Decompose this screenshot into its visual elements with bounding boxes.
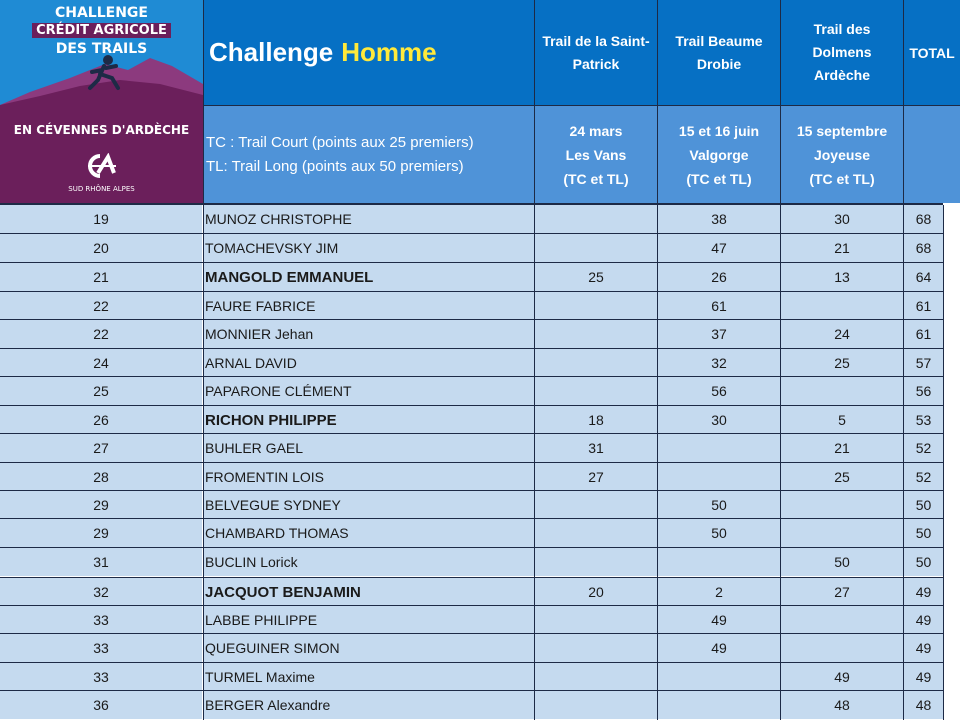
divider bbox=[534, 0, 535, 203]
trail-dolmens-points: 27 bbox=[781, 578, 903, 606]
trail-saint-patrick-points bbox=[535, 349, 657, 377]
divider bbox=[0, 633, 943, 634]
trail-dolmens-points: 25 bbox=[781, 349, 903, 377]
name-cell: BUHLER GAEL bbox=[203, 434, 534, 462]
trail-saint-patrick-points bbox=[535, 548, 657, 576]
trail-beaume-drobie-points bbox=[658, 463, 780, 491]
trail-beaume-drobie-points: 49 bbox=[658, 606, 780, 634]
race-place: Valgorge bbox=[689, 146, 749, 163]
trail-dolmens-points: 49 bbox=[781, 663, 903, 691]
total-points: 49 bbox=[904, 606, 943, 634]
challenge-logo bbox=[0, 0, 203, 105]
trail-saint-patrick-points: 18 bbox=[535, 406, 657, 434]
trail-beaume-drobie-points: 38 bbox=[658, 205, 780, 233]
trail-dolmens-points: 25 bbox=[781, 463, 903, 491]
table-row bbox=[0, 292, 943, 320]
trail-beaume-drobie-points: 2 bbox=[658, 578, 780, 606]
divider bbox=[0, 577, 943, 578]
table-row bbox=[0, 606, 943, 634]
total-points: 61 bbox=[904, 292, 943, 320]
total-points: 61 bbox=[904, 320, 943, 348]
trail-dolmens-points: 24 bbox=[781, 320, 903, 348]
divider bbox=[903, 0, 904, 203]
trail-dolmens-points: 30 bbox=[781, 205, 903, 233]
divider bbox=[0, 233, 943, 234]
column-name-line: Patrick bbox=[572, 55, 620, 72]
column-name-line: Trail Beaume bbox=[675, 32, 763, 49]
name-cell: PAPARONE CLÉMENT bbox=[203, 377, 534, 405]
trail-saint-patrick-points bbox=[535, 205, 657, 233]
trail-beaume-drobie-points: 50 bbox=[658, 491, 780, 519]
name-cell: MANGOLD EMMANUEL bbox=[203, 263, 534, 291]
page-title bbox=[204, 0, 534, 105]
table-row bbox=[0, 205, 943, 233]
title-accent: Homme bbox=[341, 37, 437, 67]
trail-saint-patrick-points bbox=[535, 491, 657, 519]
name-cell: LABBE PHILIPPE bbox=[203, 606, 534, 634]
divider bbox=[0, 433, 943, 434]
divider bbox=[943, 205, 944, 720]
trail-dolmens-points: 48 bbox=[781, 691, 903, 719]
total-points: 50 bbox=[904, 548, 943, 576]
trail-saint-patrick-points: 25 bbox=[535, 263, 657, 291]
trail-saint-patrick-points bbox=[535, 377, 657, 405]
divider bbox=[0, 518, 943, 519]
trail-dolmens-points bbox=[781, 519, 903, 547]
trail-saint-patrick-points bbox=[535, 519, 657, 547]
race-format: (TC et TL) bbox=[563, 170, 629, 187]
divider bbox=[203, 105, 960, 106]
total-points: 56 bbox=[904, 377, 943, 405]
total-points: 64 bbox=[904, 263, 943, 291]
column-details-trail-dolmens bbox=[781, 106, 903, 203]
table-row bbox=[0, 377, 943, 405]
total-points: 50 bbox=[904, 519, 943, 547]
trail-dolmens-points bbox=[781, 606, 903, 634]
name-cell: TURMEL Maxime bbox=[203, 663, 534, 691]
divider bbox=[0, 662, 943, 663]
name-cell: MONNIER Jehan bbox=[203, 320, 534, 348]
table-row bbox=[0, 263, 943, 291]
rank-cell: 25 bbox=[0, 377, 202, 405]
legend-tl: TL: Trail Long (points aux 50 premiers) bbox=[206, 157, 464, 175]
trail-beaume-drobie-points: 61 bbox=[658, 292, 780, 320]
trail-saint-patrick-points bbox=[535, 691, 657, 719]
name-cell: TOMACHEVSKY JIM bbox=[203, 234, 534, 262]
race-date: 15 et 16 juin bbox=[678, 122, 760, 139]
column-name-line: Trail de la Saint- bbox=[542, 32, 650, 49]
divider bbox=[0, 490, 943, 491]
rank-cell: 27 bbox=[0, 434, 202, 462]
column-details-trail-saint-patrick bbox=[535, 106, 657, 203]
rank-cell: 20 bbox=[0, 234, 202, 262]
rank-cell: 26 bbox=[0, 406, 202, 434]
trail-beaume-drobie-points bbox=[658, 663, 780, 691]
trail-saint-patrick-points bbox=[535, 234, 657, 262]
trail-beaume-drobie-points: 47 bbox=[658, 234, 780, 262]
divider bbox=[0, 319, 943, 320]
rank-cell: 28 bbox=[0, 463, 202, 491]
trail-beaume-drobie-points: 56 bbox=[658, 377, 780, 405]
total-points: 57 bbox=[904, 349, 943, 377]
column-header-trail-dolmens bbox=[781, 0, 903, 105]
name-cell: BUCLIN Lorick bbox=[203, 548, 534, 576]
rank-cell: 33 bbox=[0, 634, 202, 662]
total-points: 68 bbox=[904, 234, 943, 262]
trail-beaume-drobie-points bbox=[658, 691, 780, 719]
table-row bbox=[0, 234, 943, 262]
rank-cell: 36 bbox=[0, 691, 202, 719]
name-cell: JACQUOT BENJAMIN bbox=[203, 578, 534, 606]
rank-cell: 33 bbox=[0, 606, 202, 634]
bank-logo-icon bbox=[80, 153, 120, 179]
divider bbox=[0, 547, 943, 548]
trail-saint-patrick-points bbox=[535, 634, 657, 662]
total-points: 49 bbox=[904, 578, 943, 606]
column-header-trail-beaume-drobie bbox=[658, 0, 780, 105]
trail-beaume-drobie-points: 37 bbox=[658, 320, 780, 348]
rank-cell: 22 bbox=[0, 320, 202, 348]
name-cell: QUEGUINER SIMON bbox=[203, 634, 534, 662]
trail-saint-patrick-points bbox=[535, 606, 657, 634]
name-cell: MUNOZ CHRISTOPHE bbox=[203, 205, 534, 233]
table-row bbox=[0, 634, 943, 662]
trail-dolmens-points: 50 bbox=[781, 548, 903, 576]
column-name-line: Ardèche bbox=[813, 67, 871, 83]
trail-beaume-drobie-points: 26 bbox=[658, 263, 780, 291]
rank-cell: 29 bbox=[0, 519, 202, 547]
column-details-trail-beaume-drobie bbox=[658, 106, 780, 203]
race-date: 15 septembre bbox=[796, 122, 888, 139]
trail-saint-patrick-points bbox=[535, 320, 657, 348]
divider bbox=[0, 605, 943, 606]
trail-saint-patrick-points bbox=[535, 292, 657, 320]
divider bbox=[0, 348, 943, 349]
table-row bbox=[0, 578, 943, 606]
trail-dolmens-points: 21 bbox=[781, 434, 903, 462]
trail-dolmens-points bbox=[781, 491, 903, 519]
race-date: 24 mars bbox=[569, 122, 623, 139]
divider bbox=[0, 262, 943, 263]
total-points: 52 bbox=[904, 463, 943, 491]
trail-beaume-drobie-points bbox=[658, 434, 780, 462]
trail-beaume-drobie-points: 50 bbox=[658, 519, 780, 547]
column-details-total bbox=[904, 106, 960, 203]
challenge-logo-band bbox=[0, 105, 203, 203]
name-cell: BERGER Alexandre bbox=[203, 691, 534, 719]
legend bbox=[204, 106, 534, 203]
name-cell: CHAMBARD THOMAS bbox=[203, 519, 534, 547]
trail-beaume-drobie-points: 49 bbox=[658, 634, 780, 662]
trail-dolmens-points: 13 bbox=[781, 263, 903, 291]
trail-saint-patrick-points: 20 bbox=[535, 578, 657, 606]
logo-line-4: EN CÉVENNES D'ARDÈCHE bbox=[13, 123, 190, 137]
divider bbox=[0, 690, 943, 691]
trail-dolmens-points bbox=[781, 377, 903, 405]
name-cell: BELVEGUE SYDNEY bbox=[203, 491, 534, 519]
name-cell: FAURE FABRICE bbox=[203, 292, 534, 320]
column-name-line: Dolmens bbox=[812, 44, 872, 60]
table-row bbox=[0, 320, 943, 348]
divider bbox=[203, 0, 204, 203]
rank-cell: 32 bbox=[0, 578, 202, 606]
total-points: 53 bbox=[904, 406, 943, 434]
logo-line-2: CRÉDIT AGRICOLE bbox=[0, 23, 203, 38]
race-place: Joyeuse bbox=[813, 146, 871, 163]
name-cell: FROMENTIN LOIS bbox=[203, 463, 534, 491]
rank-cell: 24 bbox=[0, 349, 202, 377]
table-header bbox=[0, 0, 960, 203]
trail-dolmens-points bbox=[781, 634, 903, 662]
bank-tagline: SUD RHÔNE ALPES bbox=[68, 185, 135, 193]
divider bbox=[0, 376, 943, 377]
divider bbox=[0, 462, 943, 463]
total-points: 68 bbox=[904, 205, 943, 233]
divider bbox=[0, 405, 943, 406]
trail-beaume-drobie-points: 32 bbox=[658, 349, 780, 377]
column-name-line: Drobie bbox=[696, 55, 742, 72]
trail-beaume-drobie-points bbox=[658, 548, 780, 576]
rank-cell: 22 bbox=[0, 292, 202, 320]
divider bbox=[0, 291, 943, 292]
trail-saint-patrick-points bbox=[535, 663, 657, 691]
table-row bbox=[0, 519, 943, 547]
rank-cell: 21 bbox=[0, 263, 202, 291]
column-name-line: Trail des bbox=[813, 21, 871, 37]
race-format: (TC et TL) bbox=[686, 170, 752, 187]
total-points: 48 bbox=[904, 691, 943, 719]
table-row bbox=[0, 548, 943, 576]
rank-cell: 19 bbox=[0, 205, 202, 233]
table-row bbox=[0, 491, 943, 519]
table-row bbox=[0, 691, 943, 719]
trail-dolmens-points: 21 bbox=[781, 234, 903, 262]
column-header-total: TOTAL bbox=[904, 0, 960, 105]
table-row bbox=[0, 663, 943, 691]
title-prefix: Challenge bbox=[209, 37, 334, 67]
trail-dolmens-points bbox=[781, 292, 903, 320]
trail-dolmens-points: 5 bbox=[781, 406, 903, 434]
divider bbox=[780, 0, 781, 203]
trail-beaume-drobie-points: 30 bbox=[658, 406, 780, 434]
table-row bbox=[0, 406, 943, 434]
rank-cell: 31 bbox=[0, 548, 202, 576]
table-row bbox=[0, 434, 943, 462]
name-cell: RICHON PHILIPPE bbox=[203, 406, 534, 434]
column-header-trail-saint-patrick bbox=[535, 0, 657, 105]
total-points: 49 bbox=[904, 663, 943, 691]
trail-saint-patrick-points: 31 bbox=[535, 434, 657, 462]
rank-cell: 29 bbox=[0, 491, 202, 519]
total-points: 49 bbox=[904, 634, 943, 662]
table-row bbox=[0, 349, 943, 377]
table-row bbox=[0, 463, 943, 491]
logo-line-3: DES TRAILS bbox=[55, 41, 148, 57]
rank-cell: 33 bbox=[0, 663, 202, 691]
race-place: Les Vans bbox=[565, 146, 627, 163]
legend-tc: TC : Trail Court (points aux 25 premiers) bbox=[206, 133, 474, 151]
race-format: (TC et TL) bbox=[809, 170, 875, 187]
name-cell: ARNAL DAVID bbox=[203, 349, 534, 377]
total-points: 50 bbox=[904, 491, 943, 519]
divider bbox=[657, 0, 658, 203]
logo-line-1: CHALLENGE bbox=[54, 5, 148, 21]
total-points: 52 bbox=[904, 434, 943, 462]
trail-saint-patrick-points: 27 bbox=[535, 463, 657, 491]
